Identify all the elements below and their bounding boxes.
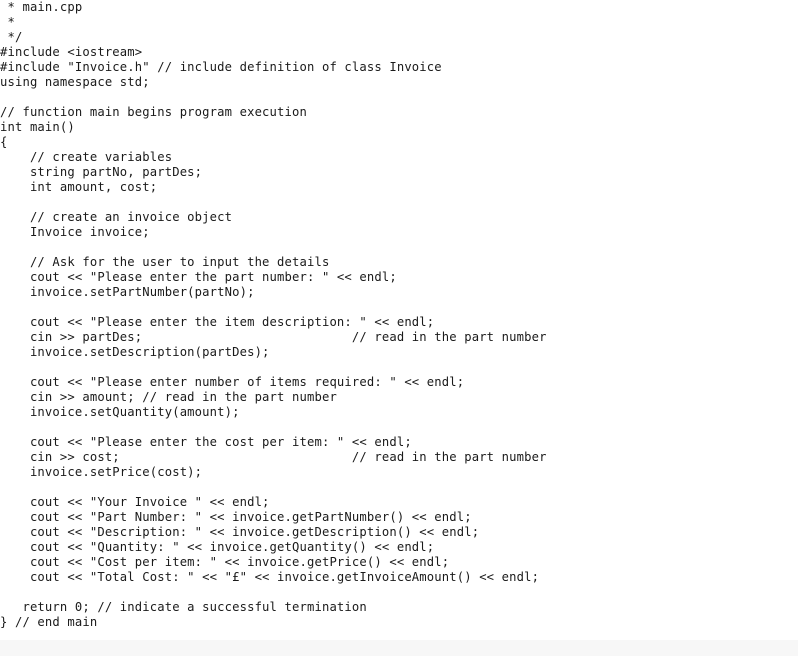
code-line: invoice.setQuantity(amount); bbox=[0, 405, 240, 419]
code-line: cout << "Quantity: " << invoice.getQuantity() << endl; bbox=[0, 540, 435, 554]
code-line: return 0; // indicate a successful termination bbox=[0, 600, 367, 614]
code-line: #include "Invoice.h" // include definition of class Invoice bbox=[0, 60, 442, 74]
code-line bbox=[0, 480, 547, 495]
code-line bbox=[0, 360, 547, 375]
code-line: cout << "Part Number: " << invoice.getPartNumber() << endl; bbox=[0, 510, 472, 524]
code-line: // create variables bbox=[0, 150, 173, 164]
code-line: // function main begins program execution bbox=[0, 105, 307, 119]
code-line: * main.cpp bbox=[0, 0, 83, 14]
code-line: cout << "Please enter the item description: " << endl; bbox=[0, 315, 435, 329]
code-line: */ bbox=[0, 30, 23, 44]
code-line bbox=[0, 585, 547, 600]
code-line: * bbox=[0, 15, 15, 29]
code-line: invoice.setPrice(cost); bbox=[0, 465, 203, 479]
code-line: cin >> partDes; // read in the part number bbox=[0, 330, 547, 344]
bottom-margin bbox=[0, 640, 798, 656]
code-line: cout << "Please enter the part number: " << endl; bbox=[0, 270, 397, 284]
code-line: cout << "Total Cost: " << "£" << invoice.getInvoiceAmount() << endl; bbox=[0, 570, 540, 584]
code-line: Invoice invoice; bbox=[0, 225, 150, 239]
code-line bbox=[0, 195, 547, 210]
code-line: cout << "Your Invoice " << endl; bbox=[0, 495, 270, 509]
code-line: int amount, cost; bbox=[0, 180, 158, 194]
code-line: using namespace std; bbox=[0, 75, 150, 89]
code-line: { bbox=[0, 135, 8, 149]
code-line bbox=[0, 90, 547, 105]
code-line: cout << "Please enter the cost per item: " << endl; bbox=[0, 435, 412, 449]
code-line: cout << "Please enter number of items required: " << endl; bbox=[0, 375, 465, 389]
code-line: string partNo, partDes; bbox=[0, 165, 203, 179]
code-line bbox=[0, 420, 547, 435]
code-line: cout << "Cost per item: " << invoice.getPrice() << endl; bbox=[0, 555, 450, 569]
code-line: } // end main bbox=[0, 615, 98, 629]
code-line: cout << "Description: " << invoice.getDescription() << endl; bbox=[0, 525, 480, 539]
code-line: // Ask for the user to input the details bbox=[0, 255, 330, 269]
code-line: invoice.setPartNumber(partNo); bbox=[0, 285, 255, 299]
code-line: int main() bbox=[0, 120, 75, 134]
code-line bbox=[0, 300, 547, 315]
code-line: cin >> amount; // read in the part number bbox=[0, 390, 337, 404]
code-line: #include <iostream> bbox=[0, 45, 143, 59]
code-line: invoice.setDescription(partDes); bbox=[0, 345, 270, 359]
code-line bbox=[0, 240, 547, 255]
code-line: cin >> cost; // read in the part number bbox=[0, 450, 547, 464]
code-line: // create an invoice object bbox=[0, 210, 233, 224]
